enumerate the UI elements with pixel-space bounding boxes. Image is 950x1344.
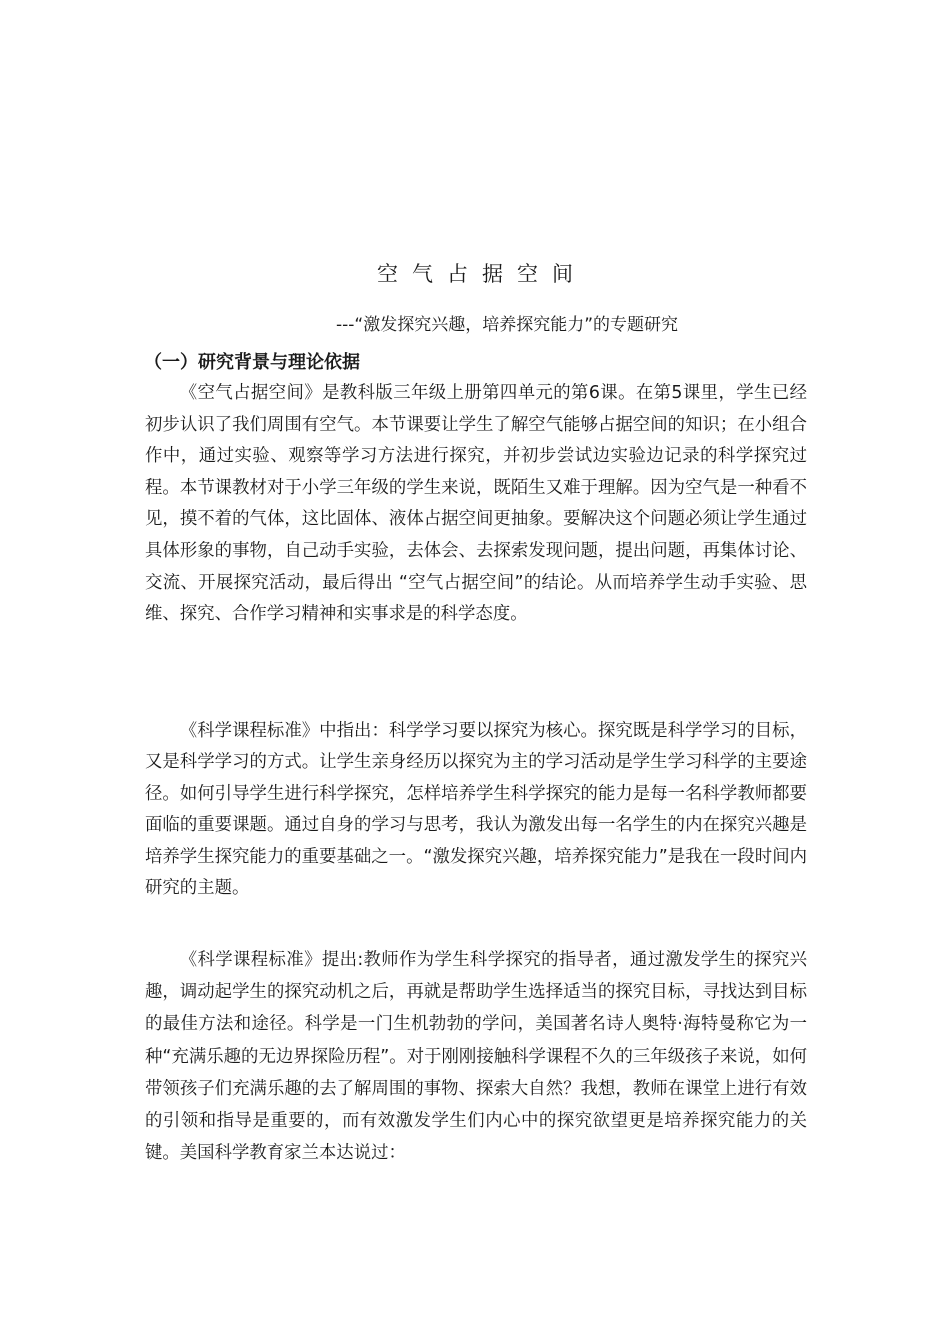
paragraph-1: 《空气占据空间》是教科版三年级上册第四单元的第6课。在第5课里，学生已经初步认识了我们周围有空气。本节课要让学生了解空气能够占据空间的知识；在小组合作中，通过实验、观察等学习方法进行探究，并初步尝试边实验边记录的科学探究过程。本节课教材对于小学三年级的学生来说，既陌生又难于理解。因为空气是一种看不见，摸不着的气体，这比固体、液体占据空间更抽象。要解决这个问题必须让学生通过具体形象的事物，自己动手实验，去体会、去探索发现问题，提出问题，再集体讨论、交流、开展探究活动，最后得出 “空气占据空间”的结论。从而培养学生动手实验、思维、探究、合作学习精神和实事求是的科学态度。 — [145, 383, 807, 625]
document-subtitle: ---“激发探究兴趣，培养探究能力”的专题研究 — [336, 315, 679, 335]
paragraph-2: 《科学课程标准》中指出：科学学习要以探究为核心。探究既是科学学习的目标，又是科学学习的方式。让学生亲身经历以探究为主的学习活动是学生学习科学的主要途径。如何引导学生进行科学探究，怎样培养学生科学探究的能力是每一名科学教师都要面临的重要课题。通过自身的学习与思考，我认为激发出每一名学生的内在探究兴趣是培养学生探究能力的重要基础之一。“激发探究兴趣，培养探究能力”是我在一段时间内研究的主题。 — [145, 721, 807, 899]
section-heading: （一）研究背景与理论依据 — [144, 352, 360, 373]
paragraph-3: 《科学课程标准》提出:教师作为学生科学探究的指导者，通过激发学生的探究兴趣，调动起学生的探究动机之后，再就是帮助学生选择适当的探究目标，寻找达到目标的最佳方法和途径。科学是一门生机勃勃的学问，美国著名诗人奥特·海特曼称它为一种“充满乐趣的无边界探险历程”。对于刚刚接触科学课程不久的三年级孩子来说，如何带领孩子们充满乐趣的去了解周围的事物、探索大自然？我想，教师在课堂上进行有效的引领和指导是重要的，而有效激发学生们内心中的探究欲望更是培养探究能力的关键。美国科学教育家兰本达说过： — [145, 950, 807, 1164]
document-title: 空气占据空间 — [377, 262, 587, 286]
